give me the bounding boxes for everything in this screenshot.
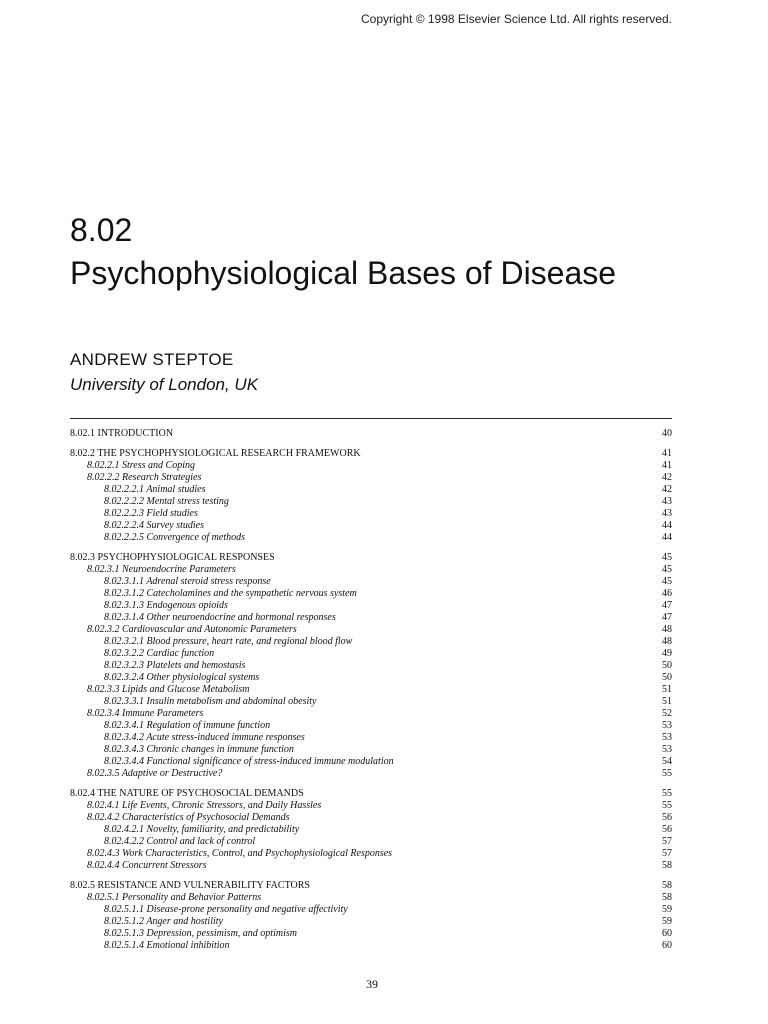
- copyright-notice: Copyright © 1998 Elsevier Science Ltd. All rights reserved.: [361, 12, 672, 26]
- toc-entry: [70, 928, 672, 940]
- toc-entry-title: 8.02.5.1.4 Emotional inhibition: [104, 940, 230, 951]
- toc-entry: [70, 612, 672, 624]
- toc-entry-title: 8.02.3.5 Adaptive or Destructive?: [87, 768, 223, 779]
- toc-entry-page: 51: [662, 684, 672, 695]
- table-of-contents: [70, 428, 672, 952]
- toc-entry: [70, 460, 672, 472]
- toc-entry: [70, 824, 672, 836]
- toc-entry: [70, 812, 672, 824]
- toc-entry: [70, 684, 672, 696]
- toc-entry-title: 8.02.3.1.3 Endogenous opioids: [104, 600, 228, 611]
- toc-entry: [70, 720, 672, 732]
- toc-entry-page: 50: [662, 672, 672, 683]
- toc-entry: [70, 836, 672, 848]
- toc-entry: [70, 880, 672, 892]
- toc-entry: [70, 800, 672, 812]
- toc-entry-title: 8.02.4.2 Characteristics of Psychosocial Demands: [87, 812, 290, 823]
- toc-entry-page: 45: [662, 576, 672, 587]
- toc-entry: [70, 564, 672, 576]
- toc-entry: [70, 496, 672, 508]
- toc-entry-title: 8.02.2.2 Research Strategies: [87, 472, 202, 483]
- toc-entry-page: 57: [662, 848, 672, 859]
- toc-entry-page: 42: [662, 484, 672, 495]
- toc-entry-title: 8.02.4.3 Work Characteristics, Control, and Psychophysiological Responses: [87, 848, 393, 859]
- toc-entry-page: 53: [662, 744, 672, 755]
- toc-entry-page: 49: [662, 648, 672, 659]
- toc-entry-title: 8.02.3.1.1 Adrenal steroid stress response: [104, 576, 271, 587]
- toc-entry-title: 8.02.5.1.1 Disease-prone personality and negative affectivity: [104, 904, 348, 915]
- toc-entry-page: 58: [662, 860, 672, 871]
- toc-entry: [70, 484, 672, 496]
- toc-entry-page: 56: [662, 824, 672, 835]
- toc-entry-page: 48: [662, 624, 672, 635]
- toc-entry-page: 47: [662, 612, 672, 623]
- toc-entry: [70, 636, 672, 648]
- toc-entry-page: 46: [662, 588, 672, 599]
- toc-entry-title: 8.02.3.1 Neuroendocrine Parameters: [87, 564, 236, 575]
- toc-entry-page: 58: [662, 880, 672, 891]
- author-affiliation: University of London, UK: [70, 375, 259, 394]
- toc-entry: [70, 756, 672, 768]
- toc-entry-page: 55: [662, 788, 672, 799]
- toc-entry-page: 45: [662, 552, 672, 563]
- toc-entry-page: 50: [662, 660, 672, 671]
- toc-entry-page: 60: [662, 928, 672, 939]
- toc-entry: [70, 916, 672, 928]
- toc-entry-page: 59: [662, 916, 672, 927]
- toc-entry: [70, 508, 672, 520]
- toc-entry-title: 8.02.5.1.2 Anger and hostility: [104, 916, 223, 927]
- toc-entry-page: 51: [662, 696, 672, 707]
- toc-entry-page: 43: [662, 508, 672, 519]
- toc-entry-page: 44: [662, 520, 672, 531]
- toc-entry: [70, 600, 672, 612]
- toc-entry-title: 8.02.2.1 Stress and Coping: [87, 460, 195, 471]
- toc-entry: [70, 788, 672, 800]
- toc-entry-title: 8.02.2.2.5 Convergence of methods: [104, 532, 245, 543]
- chapter-number: 8.02: [70, 212, 133, 248]
- toc-entry-page: 44: [662, 532, 672, 543]
- toc-entry-title: 8.02.5 RESISTANCE AND VULNERABILITY FACTORS: [70, 880, 310, 891]
- toc-entry-page: 41: [662, 448, 672, 459]
- toc-entry: [70, 744, 672, 756]
- toc-entry-title: 8.02.4.4 Concurrent Stressors: [87, 860, 207, 871]
- toc-entry-page: 52: [662, 708, 672, 719]
- toc-entry-title: 8.02.2.2.4 Survey studies: [104, 520, 204, 531]
- toc-entry-title: 8.02.4.1 Life Events, Chronic Stressors, and Daily Hassles: [87, 800, 322, 811]
- toc-entry: [70, 892, 672, 904]
- toc-entry-title: 8.02.3.4.4 Functional significance of stress-induced immune modulation: [104, 756, 394, 767]
- toc-entry-page: 56: [662, 812, 672, 823]
- toc-entry-page: 55: [662, 768, 672, 779]
- toc-entry: [70, 660, 672, 672]
- toc-entry: [70, 904, 672, 916]
- toc-entry: [70, 624, 672, 636]
- toc-entry-title: 8.02.1 INTRODUCTION: [70, 428, 174, 439]
- toc-entry-title: 8.02.4.2.2 Control and lack of control: [104, 836, 256, 847]
- toc-entry: [70, 732, 672, 744]
- toc-entry-title: 8.02.3.4.3 Chronic changes in immune function: [104, 744, 294, 755]
- toc-entry: [70, 768, 672, 780]
- toc-entry-page: 57: [662, 836, 672, 847]
- toc-entry-title: 8.02.3.4.1 Regulation of immune function: [104, 720, 271, 731]
- toc-entry-title: 8.02.5.1 Personality and Behavior Patterns: [87, 892, 262, 903]
- toc-entry-title: 8.02.3.4.2 Acute stress-induced immune responses: [104, 732, 305, 743]
- toc-entry-page: 42: [662, 472, 672, 483]
- toc-entry-title: 8.02.2 THE PSYCHOPHYSIOLOGICAL RESEARCH FRAMEWORK: [70, 448, 361, 459]
- toc-entry: [70, 848, 672, 860]
- toc-entry-title: 8.02.2.2.3 Field studies: [104, 508, 198, 519]
- toc-entry-title: 8.02.3.1.2 Catecholamines and the sympathetic nervous system: [104, 588, 357, 599]
- toc-entry-page: 53: [662, 732, 672, 743]
- toc-entry: [70, 428, 672, 440]
- header-divider: [70, 418, 672, 419]
- toc-entry-page: 59: [662, 904, 672, 915]
- toc-entry: [70, 588, 672, 600]
- toc-entry-page: 48: [662, 636, 672, 647]
- chapter-title: Psychophysiological Bases of Disease: [70, 255, 617, 291]
- toc-entry: [70, 672, 672, 684]
- toc-entry-page: 43: [662, 496, 672, 507]
- toc-entry-page: 45: [662, 564, 672, 575]
- toc-entry-title: 8.02.4 THE NATURE OF PSYCHOSOCIAL DEMANDS: [70, 788, 304, 799]
- toc-entry-title: 8.02.5.1.3 Depression, pessimism, and optimism: [104, 928, 297, 939]
- author-name: ANDREW STEPTOE: [70, 350, 234, 369]
- toc-entry: [70, 532, 672, 544]
- toc-entry: [70, 520, 672, 532]
- toc-entry: [70, 696, 672, 708]
- toc-entry-title: 8.02.3.3 Lipids and Glucose Metabolism: [87, 684, 250, 695]
- toc-entry-page: 41: [662, 460, 672, 471]
- toc-entry-page: 55: [662, 800, 672, 811]
- toc-entry-page: 54: [662, 756, 672, 767]
- toc-entry-title: 8.02.2.2.2 Mental stress testing: [104, 496, 229, 507]
- toc-entry: [70, 448, 672, 460]
- toc-entry-title: 8.02.3.4 Immune Parameters: [87, 708, 204, 719]
- toc-entry-page: 53: [662, 720, 672, 731]
- toc-entry-title: 8.02.3 PSYCHOPHYSIOLOGICAL RESPONSES: [70, 552, 275, 563]
- toc-entry-title: 8.02.3.2.2 Cardiac function: [104, 648, 215, 659]
- toc-entry: [70, 576, 672, 588]
- toc-entry-page: 47: [662, 600, 672, 611]
- toc-entry-page: 40: [662, 428, 672, 439]
- toc-entry: [70, 472, 672, 484]
- toc-entry-title: 8.02.3.1.4 Other neuroendocrine and hormonal responses: [104, 612, 336, 623]
- toc-entry-title: 8.02.3.2 Cardiovascular and Autonomic Parameters: [87, 624, 297, 635]
- toc-entry-title: 8.02.3.2.4 Other physiological systems: [104, 672, 260, 683]
- toc-entry: [70, 648, 672, 660]
- toc-entry-title: 8.02.4.2.1 Novelty, familiarity, and predictability: [104, 824, 300, 835]
- toc-entry: [70, 552, 672, 564]
- toc-entry-page: 58: [662, 892, 672, 903]
- toc-entry-title: 8.02.3.2.3 Platelets and hemostasis: [104, 660, 246, 671]
- toc-entry-title: 8.02.3.2.1 Blood pressure, heart rate, and regional blood flow: [104, 636, 353, 647]
- toc-entry: [70, 860, 672, 872]
- toc-entry: [70, 708, 672, 720]
- page-number: 39: [366, 977, 378, 991]
- toc-entry: [70, 940, 672, 952]
- toc-entry-page: 60: [662, 940, 672, 951]
- toc-entry-title: 8.02.2.2.1 Animal studies: [104, 484, 206, 495]
- toc-entry-title: 8.02.3.3.1 Insulin metabolism and abdominal obesity: [104, 696, 317, 707]
